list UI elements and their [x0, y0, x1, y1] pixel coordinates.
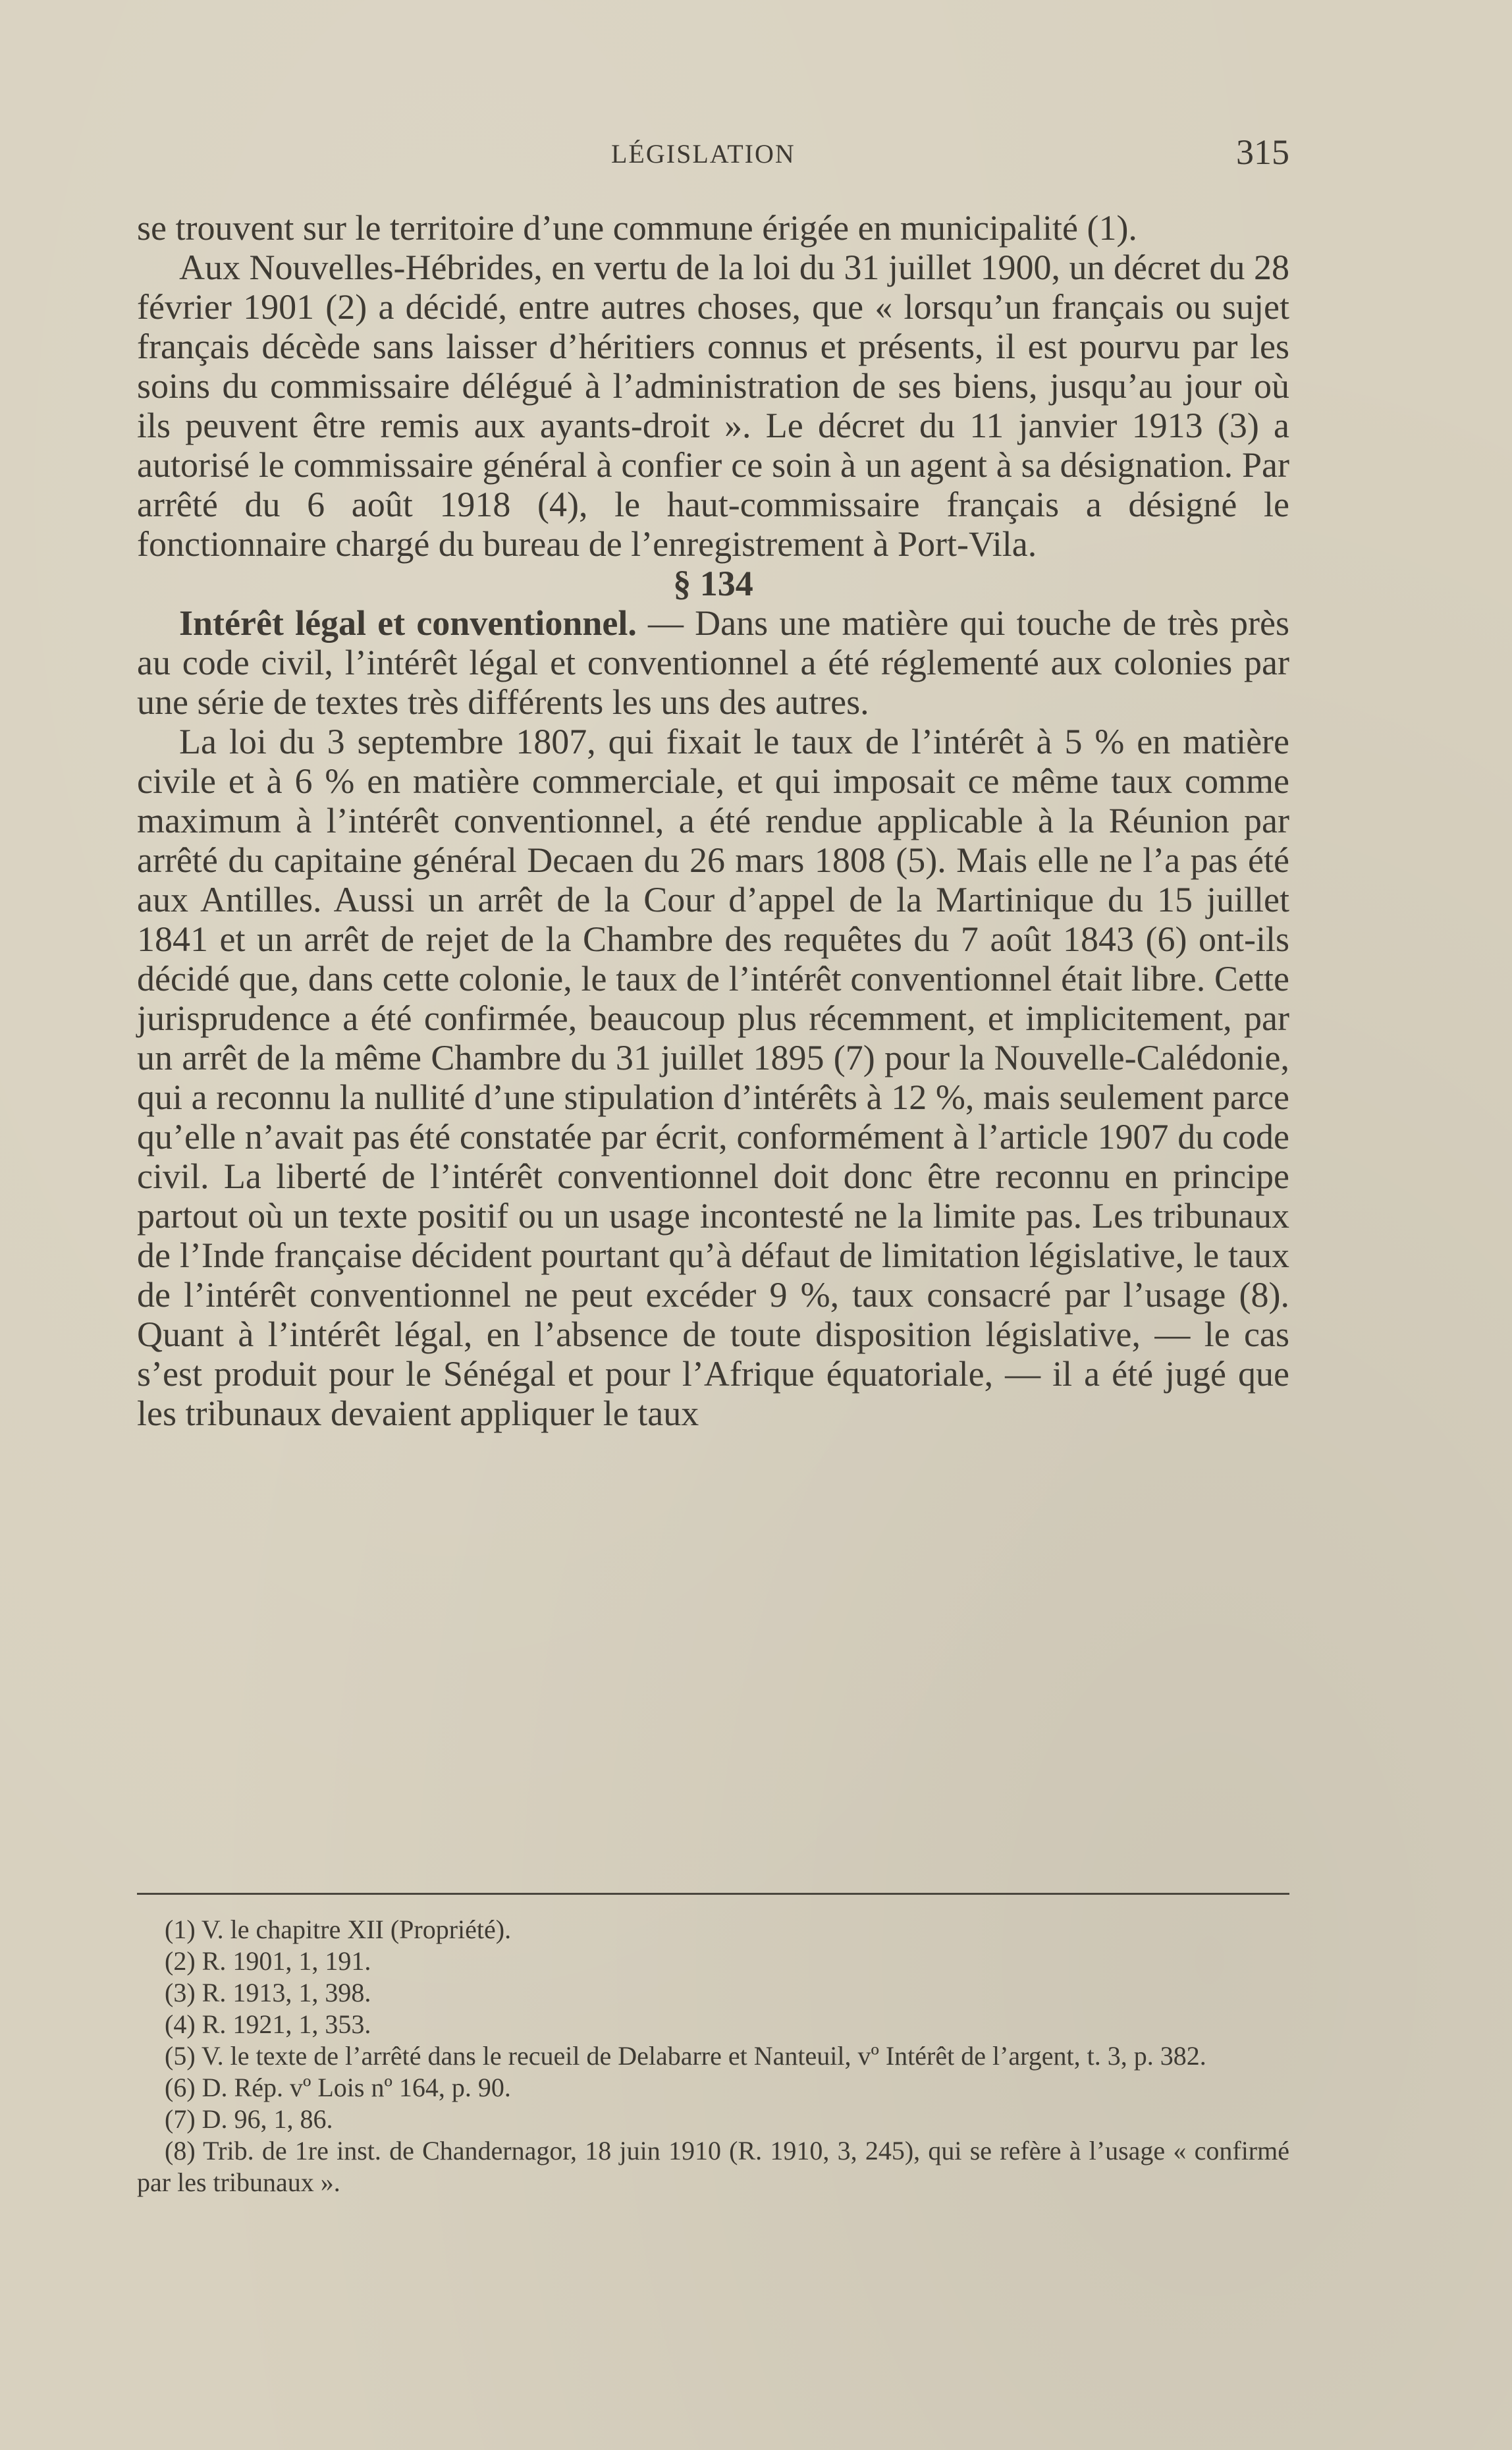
footnote-8: (8) Trib. de 1re inst. de Chandernagor, 18 juin 1910 (R. 1910, 3, 245), qui se refère à l’usage « confirmé par les tribunaux ».	[137, 2136, 1289, 2197]
footnote-separator	[137, 1893, 1289, 1895]
body-text	[137, 208, 1289, 1433]
footnote-2: (2) R. 1901, 1, 191.	[165, 1946, 371, 1976]
section-intro-text: — Dans une matière qui touche de très près au code civil, l’intérêt légal et conventionnel a été réglementé aux colonies par une série de textes très différents les uns des autres.	[137, 603, 1290, 722]
section-heading: Intérêt légal et conventionnel.	[179, 603, 637, 643]
paragraph-continuation: se trouvent sur le territoire d’une commune érigée en municipalité (1).	[137, 208, 1137, 248]
paragraph-interet-legal	[137, 603, 1289, 722]
paragraph-loi-1807: La loi du 3 septembre 1807, qui fixait le taux de l’intérêt à 5 % en matière civile et à 6 % en matière commerciale, et qui imposait ce même taux comme maximum à l’intérêt conventionnel, a été rendue applicable à la Réunion par arrêté du capitaine général Decaen du 26 mars 1808 (5). Mais elle ne l’a pas été aux Antilles. Aussi un arrêt de la Cour d’appel de la Martinique du 15 juillet 1841 et un arrêt de rejet de la Chambre des requêtes du 7 août 1843 (6) ont-ils décidé que, dans cette colonie, le taux de l’intérêt conventionnel était libre. Cette jurisprudence a été confirmée, beaucoup plus récemment, et implicitement, par un arrêt de la même Chambre du 31 juillet 1895 (7) pour la Nouvelle-Calédonie, qui a reconnu la nullité d’une stipulation d’intérêts à 12 %, mais seulement parce qu’elle n’avait pas été constatée par écrit, conformément à l’article 1907 du code civil. La liberté de l’intérêt conventionnel doit donc être reconnu en principe partout où un texte positif ou un usage incontesté ne la limite pas. Les tribunaux de l’Inde française décident pourtant qu’à défaut de limitation législative, le taux de l’intérêt conventionnel ne peut excéder 9 %, taux consacré par l’usage (8). Quant à l’intérêt légal, en l’absence de toute disposition législative, — le cas s’est produit pour le Sénégal et pour l’Afrique équatoriale, — il a été jugé que les tribunaux devaient appliquer le taux	[137, 722, 1289, 1433]
page-header	[137, 132, 1289, 178]
running-title: LÉGISLATION	[611, 139, 796, 169]
section-number: § 134	[673, 564, 753, 603]
footnote-3: (3) R. 1913, 1, 398.	[165, 1978, 371, 2007]
page-number: 315	[1236, 132, 1289, 172]
footnote-7: (7) D. 96, 1, 86.	[165, 2104, 333, 2134]
paragraph-nouvelles-hebrides: Aux Nouvelles-Hébrides, en vertu de la loi du 31 juillet 1900, un décret du 28 février 1901 (2) a décidé, entre autres choses, que « lorsqu’un français ou sujet français décède sans laisser d’héritiers connus et présents, il est pourvu par les soins du commissaire délégué à l’administration de ses biens, jusqu’au jour où ils peuvent être remis aux ayants-droit ». Le décret du 11 janvier 1913 (3) a autorisé le commissaire général à confier ce soin à un agent à sa désignation. Par arrêté du 6 août 1918 (4), le haut-commissaire français a désigné le fonctionnaire chargé du bureau de l’enregistrement à Port-Vila.	[137, 248, 1289, 564]
footnote-6: (6) D. Rép. vº Lois nº 164, p. 90.	[165, 2073, 511, 2102]
footnotes	[137, 1914, 1289, 2198]
footnote-5: (5) V. le texte de l’arrêté dans le recueil de Delabarre et Nanteuil, vº Intérêt de l’argent, t. 3, p. 382.	[165, 2041, 1206, 2071]
footnote-4: (4) R. 1921, 1, 353.	[165, 2009, 371, 2039]
footnote-1: (1) V. le chapitre XII (Propriété).	[165, 1915, 512, 1944]
